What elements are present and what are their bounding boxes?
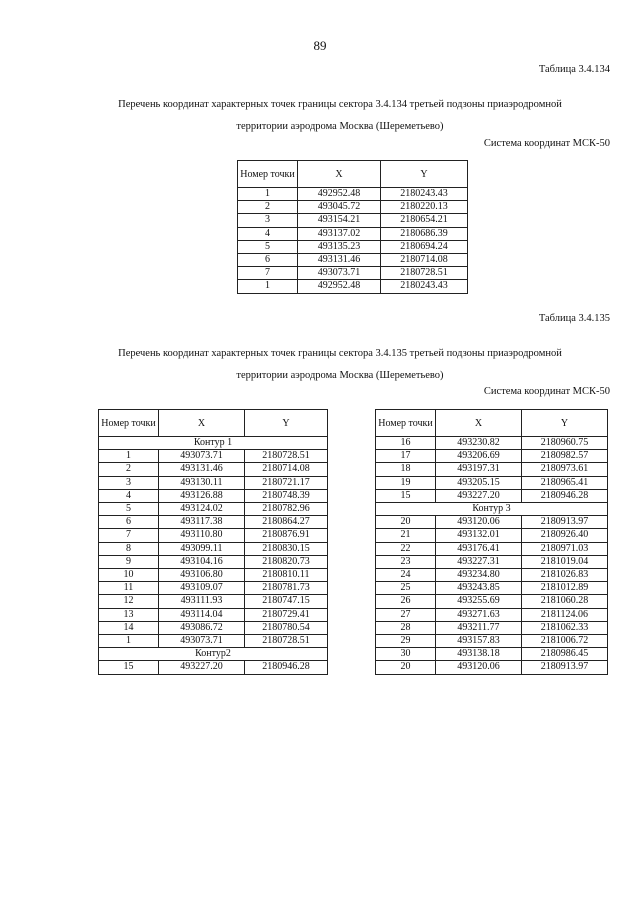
x-cell: 493126.88: [159, 489, 245, 502]
header-point-number: Номер точки: [238, 161, 298, 188]
y-cell: 2181124.06: [522, 608, 608, 621]
point-number-cell: 10: [99, 569, 159, 582]
caption-line: Перечень координат характерных точек границы сектора 3.4.134 третьей подзоны приаэродромной: [118, 99, 562, 110]
table-row: [99, 542, 328, 555]
y-cell: 2180686.39: [381, 227, 468, 240]
header-y: Y: [522, 410, 608, 437]
table-row: [376, 635, 608, 648]
y-cell: 2180820.73: [245, 555, 328, 568]
table-row: [99, 661, 328, 674]
y-cell: 2180729.41: [245, 608, 328, 621]
x-cell: 493110.80: [159, 529, 245, 542]
x-cell: 493124.02: [159, 503, 245, 516]
table-row: [376, 555, 608, 568]
header-point-number: Номер точки: [99, 410, 159, 437]
x-cell: 493197.31: [436, 463, 522, 476]
point-number-cell: 2: [238, 201, 298, 214]
y-cell: 2180973.61: [522, 463, 608, 476]
point-number-cell: 20: [376, 516, 436, 529]
table-row: [99, 555, 328, 568]
table-row: [238, 214, 468, 227]
table-135-label: Таблица 3.4.135: [538, 313, 610, 324]
y-cell: 2181060.28: [522, 595, 608, 608]
table-row: [99, 621, 328, 634]
table-row: [238, 240, 468, 253]
header-x: X: [436, 410, 522, 437]
point-number-cell: 18: [376, 463, 436, 476]
y-cell: 2180946.28: [245, 661, 328, 674]
y-cell: 2180714.08: [245, 463, 328, 476]
table-row: [238, 201, 468, 214]
table-row: [238, 267, 468, 280]
point-number-cell: 25: [376, 582, 436, 595]
point-number-cell: 15: [376, 489, 436, 502]
y-cell: 2180714.08: [381, 254, 468, 267]
x-cell: 493131.46: [298, 254, 381, 267]
point-number-cell: 14: [99, 621, 159, 634]
x-cell: 493243.85: [436, 582, 522, 595]
point-number-cell: 7: [238, 267, 298, 280]
table-135-coordinate-system: Система координат МСК-50: [483, 386, 610, 397]
table-row: [376, 648, 608, 661]
header-x: X: [298, 161, 381, 188]
section-label: Контур 1: [99, 437, 328, 450]
table-row: [238, 227, 468, 240]
x-cell: 493135.23: [298, 240, 381, 253]
table-row: [99, 516, 328, 529]
y-cell: 2180913.97: [522, 661, 608, 674]
x-cell: 493114.04: [159, 608, 245, 621]
table-row: [99, 463, 328, 476]
point-number-cell: 21: [376, 529, 436, 542]
x-cell: 493086.72: [159, 621, 245, 634]
y-cell: 2180876.91: [245, 529, 328, 542]
table-row: [376, 463, 608, 476]
x-cell: 493137.02: [298, 227, 381, 240]
point-number-cell: 1: [238, 188, 298, 201]
y-cell: 2180926.40: [522, 529, 608, 542]
y-cell: 2181026.83: [522, 569, 608, 582]
x-cell: 493130.11: [159, 476, 245, 489]
x-cell: 493099.11: [159, 542, 245, 555]
table-row: [376, 529, 608, 542]
coordinates-table-135-left: [98, 409, 328, 675]
point-number-cell: 12: [99, 595, 159, 608]
table-row: [376, 595, 608, 608]
table-row: [376, 437, 608, 450]
x-cell: 493227.20: [436, 489, 522, 502]
y-cell: 2180694.24: [381, 240, 468, 253]
point-number-cell: 27: [376, 608, 436, 621]
table-row: [376, 569, 608, 582]
point-number-cell: 1: [238, 280, 298, 293]
table-row: [238, 280, 468, 293]
y-cell: 2180782.96: [245, 503, 328, 516]
table-row: [99, 476, 328, 489]
x-cell: 493211.77: [436, 621, 522, 634]
point-number-cell: 16: [376, 437, 436, 450]
point-number-cell: 1: [99, 450, 159, 463]
table-row: [238, 254, 468, 267]
y-cell: 2180913.97: [522, 516, 608, 529]
x-cell: 493073.71: [159, 450, 245, 463]
point-number-cell: 13: [99, 608, 159, 621]
y-cell: 2180721.17: [245, 476, 328, 489]
point-number-cell: 4: [238, 227, 298, 240]
y-cell: 2180971.03: [522, 542, 608, 555]
point-number-cell: 11: [99, 582, 159, 595]
y-cell: 2181019.04: [522, 555, 608, 568]
table-row: [376, 516, 608, 529]
page-number: 89: [313, 38, 327, 53]
x-cell: 493132.01: [436, 529, 522, 542]
y-cell: 2180728.51: [245, 450, 328, 463]
table-row: [99, 608, 328, 621]
x-cell: 493109.07: [159, 582, 245, 595]
caption-line: территории аэродрома Москва (Шереметьево): [236, 121, 444, 132]
point-number-cell: 4: [99, 489, 159, 502]
point-number-cell: 5: [99, 503, 159, 516]
header-y: Y: [245, 410, 328, 437]
point-number-cell: 6: [238, 254, 298, 267]
y-cell: 2180243.43: [381, 280, 468, 293]
x-cell: 492952.48: [298, 280, 381, 293]
point-number-cell: 8: [99, 542, 159, 555]
x-cell: 493138.18: [436, 648, 522, 661]
x-cell: 493106.80: [159, 569, 245, 582]
x-cell: 493205.15: [436, 476, 522, 489]
x-cell: 493206.69: [436, 450, 522, 463]
table-row: [99, 529, 328, 542]
point-number-cell: 24: [376, 569, 436, 582]
x-cell: 493104.16: [159, 555, 245, 568]
point-number-cell: 9: [99, 555, 159, 568]
x-cell: 493255.69: [436, 595, 522, 608]
x-cell: 493157.83: [436, 635, 522, 648]
table-row: [376, 450, 608, 463]
y-cell: 2180654.21: [381, 214, 468, 227]
y-cell: 2180728.51: [381, 267, 468, 280]
y-cell: 2180243.43: [381, 188, 468, 201]
point-number-cell: 19: [376, 476, 436, 489]
y-cell: 2180986.45: [522, 648, 608, 661]
y-cell: 2180220.13: [381, 201, 468, 214]
x-cell: 493073.71: [298, 267, 381, 280]
table-135-caption: [60, 343, 620, 387]
point-number-cell: 2: [99, 463, 159, 476]
section-row: [99, 648, 328, 661]
table-row: [99, 582, 328, 595]
point-number-cell: 7: [99, 529, 159, 542]
point-number-cell: 28: [376, 621, 436, 634]
coordinates-table-135-right: [375, 409, 608, 675]
table-134-coordinate-system: Система координат МСК-50: [483, 138, 610, 149]
section-label: Контур 3: [376, 503, 608, 516]
section-row: [376, 503, 608, 516]
y-cell: 2181012.89: [522, 582, 608, 595]
x-cell: 492952.48: [298, 188, 381, 201]
table-row: [99, 503, 328, 516]
x-cell: 493176.41: [436, 542, 522, 555]
y-cell: 2180830.15: [245, 542, 328, 555]
x-cell: 493111.93: [159, 595, 245, 608]
y-cell: 2180747.15: [245, 595, 328, 608]
y-cell: 2181006.72: [522, 635, 608, 648]
x-cell: 493271.63: [436, 608, 522, 621]
x-cell: 493045.72: [298, 201, 381, 214]
y-cell: 2180982.57: [522, 450, 608, 463]
y-cell: 2180728.51: [245, 635, 328, 648]
x-cell: 493117.38: [159, 516, 245, 529]
point-number-cell: 3: [238, 214, 298, 227]
caption-line: территории аэродрома Москва (Шереметьево): [236, 370, 444, 381]
table-row: [99, 595, 328, 608]
y-cell: 2180781.73: [245, 582, 328, 595]
point-number-cell: 26: [376, 595, 436, 608]
caption-line: Перечень координат характерных точек границы сектора 3.4.135 третьей подзоны приаэродромной: [118, 348, 562, 359]
y-cell: 2181062.33: [522, 621, 608, 634]
point-number-cell: 23: [376, 555, 436, 568]
x-cell: 493154.21: [298, 214, 381, 227]
section-row: [99, 437, 328, 450]
table-row: [376, 489, 608, 502]
point-number-cell: 20: [376, 661, 436, 674]
table-row: [376, 621, 608, 634]
x-cell: 493234.80: [436, 569, 522, 582]
y-cell: 2180810.11: [245, 569, 328, 582]
x-cell: 493120.06: [436, 661, 522, 674]
y-cell: 2180748.39: [245, 489, 328, 502]
y-cell: 2180960.75: [522, 437, 608, 450]
point-number-cell: 3: [99, 476, 159, 489]
point-number-cell: 15: [99, 661, 159, 674]
point-number-cell: 17: [376, 450, 436, 463]
x-cell: 493131.46: [159, 463, 245, 476]
x-cell: 493073.71: [159, 635, 245, 648]
table-134-label: Таблица 3.4.134: [538, 64, 610, 75]
table-row: [99, 635, 328, 648]
point-number-cell: 5: [238, 240, 298, 253]
table-row: [376, 608, 608, 621]
point-number-cell: 29: [376, 635, 436, 648]
table-row: [376, 582, 608, 595]
y-cell: 2180965.41: [522, 476, 608, 489]
coordinates-table-134: [237, 160, 468, 294]
table-row: [99, 569, 328, 582]
point-number-cell: 22: [376, 542, 436, 555]
x-cell: 493230.82: [436, 437, 522, 450]
table-row: [99, 489, 328, 502]
x-cell: 493227.31: [436, 555, 522, 568]
header-x: X: [159, 410, 245, 437]
y-cell: 2180946.28: [522, 489, 608, 502]
section-label: Контур2: [99, 648, 328, 661]
point-number-cell: 6: [99, 516, 159, 529]
table-row: [376, 661, 608, 674]
point-number-cell: 1: [99, 635, 159, 648]
x-cell: 493120.06: [436, 516, 522, 529]
header-y: Y: [381, 161, 468, 188]
y-cell: 2180780.54: [245, 621, 328, 634]
table-row: [99, 450, 328, 463]
y-cell: 2180864.27: [245, 516, 328, 529]
header-point-number: Номер точки: [376, 410, 436, 437]
table-row: [376, 542, 608, 555]
table-row: [238, 188, 468, 201]
x-cell: 493227.20: [159, 661, 245, 674]
table-134-caption: [60, 94, 620, 138]
table-row: [376, 476, 608, 489]
point-number-cell: 30: [376, 648, 436, 661]
